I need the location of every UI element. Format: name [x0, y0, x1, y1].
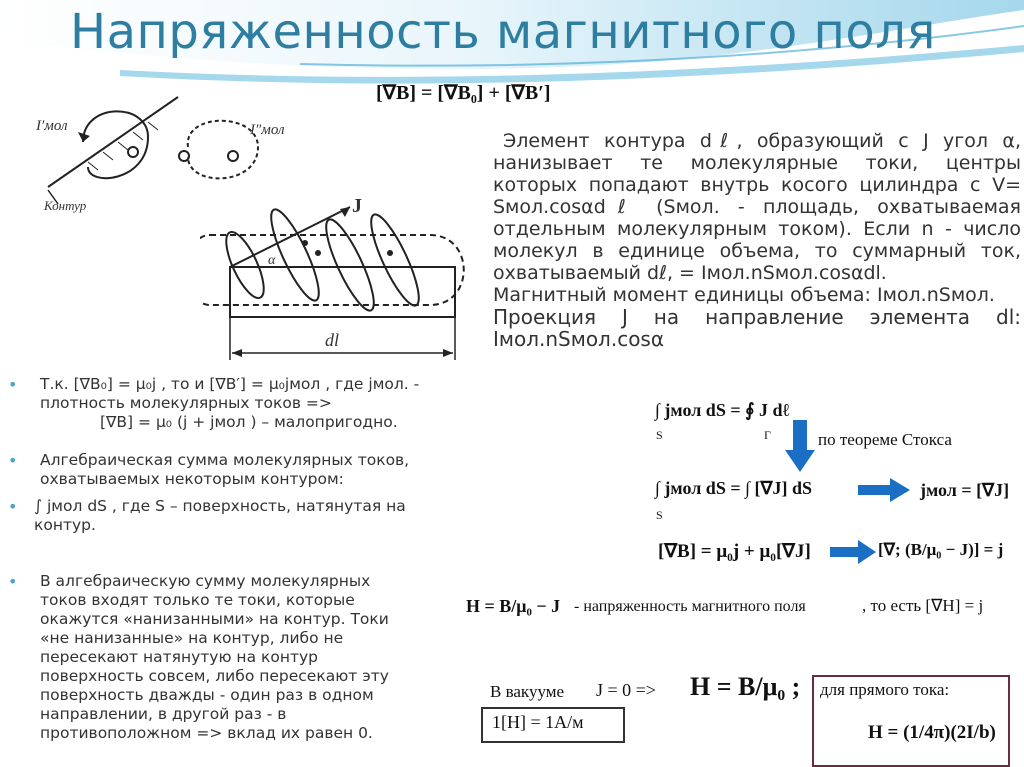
right-arrow-icon	[830, 540, 876, 564]
formula-h-definition: H = B/μ₀ − J	[466, 596, 561, 616]
formula-curl-h: [∇; (B/μ₀ − J)] = j	[878, 540, 1004, 559]
bullet-4-line: поверхность дважды - один раз в одном	[40, 686, 374, 704]
bullet-1	[40, 375, 490, 432]
down-arrow-icon	[785, 420, 815, 472]
bullet-dot: •	[8, 375, 18, 394]
vacuum-formula: J = 0 =>	[596, 680, 656, 700]
formula-stokes-left: ∫ jмол dS = ∮ J dℓ	[655, 400, 790, 420]
label-contour: Контур	[44, 198, 87, 213]
formula-j-mol-result: jмол = [∇J]	[920, 480, 1010, 500]
current-loop-1	[83, 111, 148, 178]
bullet-3-line-1: ∫ jмол dS , где S – поверхность, натянутая на	[34, 497, 406, 515]
label-i-mol-1: I′мол	[36, 118, 68, 134]
sub-s-1: S	[656, 428, 663, 442]
bullet-2-line-1: Алгебраическая сумма молекулярных токов,	[40, 451, 410, 469]
top-formula: [∇B] = [∇B₀] + [∇B′]	[376, 82, 551, 104]
bullet-2	[40, 451, 490, 489]
bullet-4-line: токов входят только те токи, которые	[40, 591, 355, 609]
formula-curl-j: ∫ jмол dS = ∫ [∇J] dS	[655, 478, 813, 498]
h-definition-text: - напряженность магнитного поля	[574, 598, 806, 615]
vacuum-label: В вакууме	[490, 682, 565, 701]
bullet-3-line-2: контур.	[34, 516, 96, 534]
right-arrow-icon	[858, 478, 910, 502]
label-alpha: α	[268, 253, 276, 268]
bullet-4-line: «не нанизанные» на контур, либо не	[40, 629, 344, 647]
bullet-2-line-2: охватываемых некоторым контуром:	[40, 470, 344, 488]
bullet-4	[40, 572, 460, 743]
bullet-4-line: поверхность совсем, либо пересекают эту	[40, 667, 389, 685]
contour-line	[48, 97, 178, 187]
bullet-1-line-1: Т.к. [∇B₀] = μ₀j , то и [∇B′] = μ₀jмол , где jмол. -	[40, 375, 420, 393]
bullet-1-line-2: плотность молекулярных токов =>	[40, 394, 332, 412]
paragraph-magnetic-moment: Магнитный момент единицы объема: Iмол.nSмол.	[493, 284, 995, 306]
bullet-dot: •	[8, 572, 18, 591]
vacuum-h: H = B/μ₀ ;	[690, 672, 801, 701]
bullet-1-line-3: [∇B] = μ₀ (j + jмол ) – малопригодно.	[100, 413, 398, 431]
bullet-dot: •	[8, 497, 18, 516]
bullet-dot: •	[8, 451, 18, 470]
cylinder-figure	[200, 195, 480, 365]
bullet-3	[34, 497, 484, 535]
bullet-4-line: направлении, в другой раз - в	[40, 705, 287, 723]
bullet-4-line: противоположном => вклад их равен 0.	[40, 724, 373, 742]
straight-current-formula: H = (1/4π)(2I/b)	[868, 722, 996, 743]
sub-s-2: S	[656, 508, 663, 522]
page-title: Напряженность магнитного поля	[70, 4, 936, 60]
paragraph-projection: Проекция J на направление элемента dl: Iмол.nSмол.cosα	[493, 305, 1021, 351]
bullet-4-line: пересекают натянутую на контур	[40, 648, 319, 666]
bullet-4-line: окажутся «нанизанными» на контур. Токи	[40, 610, 389, 628]
explanation-text	[493, 130, 1021, 350]
current-loop-2	[188, 121, 258, 179]
unit-formula: 1[H] = 1A/м	[492, 712, 584, 732]
sub-gamma: Γ	[764, 428, 771, 442]
paragraph-element: Элемент контура dℓ, образующий с J угол α, нанизывает те молекулярные токи, центры которых попадают внутрь косого цилиндра с V= Sмол.cosαdℓ (Sмол. - площадь, охватываемая отдельным молекулярным током). Если n - число молекул в единице объема, то суммарный ток, охватываемый dℓ, = Iмол.nSмол.cosαdl.	[493, 130, 1021, 284]
label-dl: dl	[325, 330, 340, 350]
straight-current-label: для прямого тока:	[820, 680, 950, 699]
h-definition-tail: , то есть [∇H] = j	[862, 596, 984, 615]
formula-curl-b: [∇B] = μ₀j + μ₀[∇J]	[658, 541, 811, 562]
bullet-4-line: В алгебраическую сумму молекулярных	[40, 572, 371, 590]
label-j: J	[352, 195, 362, 217]
stokes-label: по теореме Стокса	[818, 430, 952, 449]
label-i-mol-2: I″мол	[250, 122, 285, 138]
